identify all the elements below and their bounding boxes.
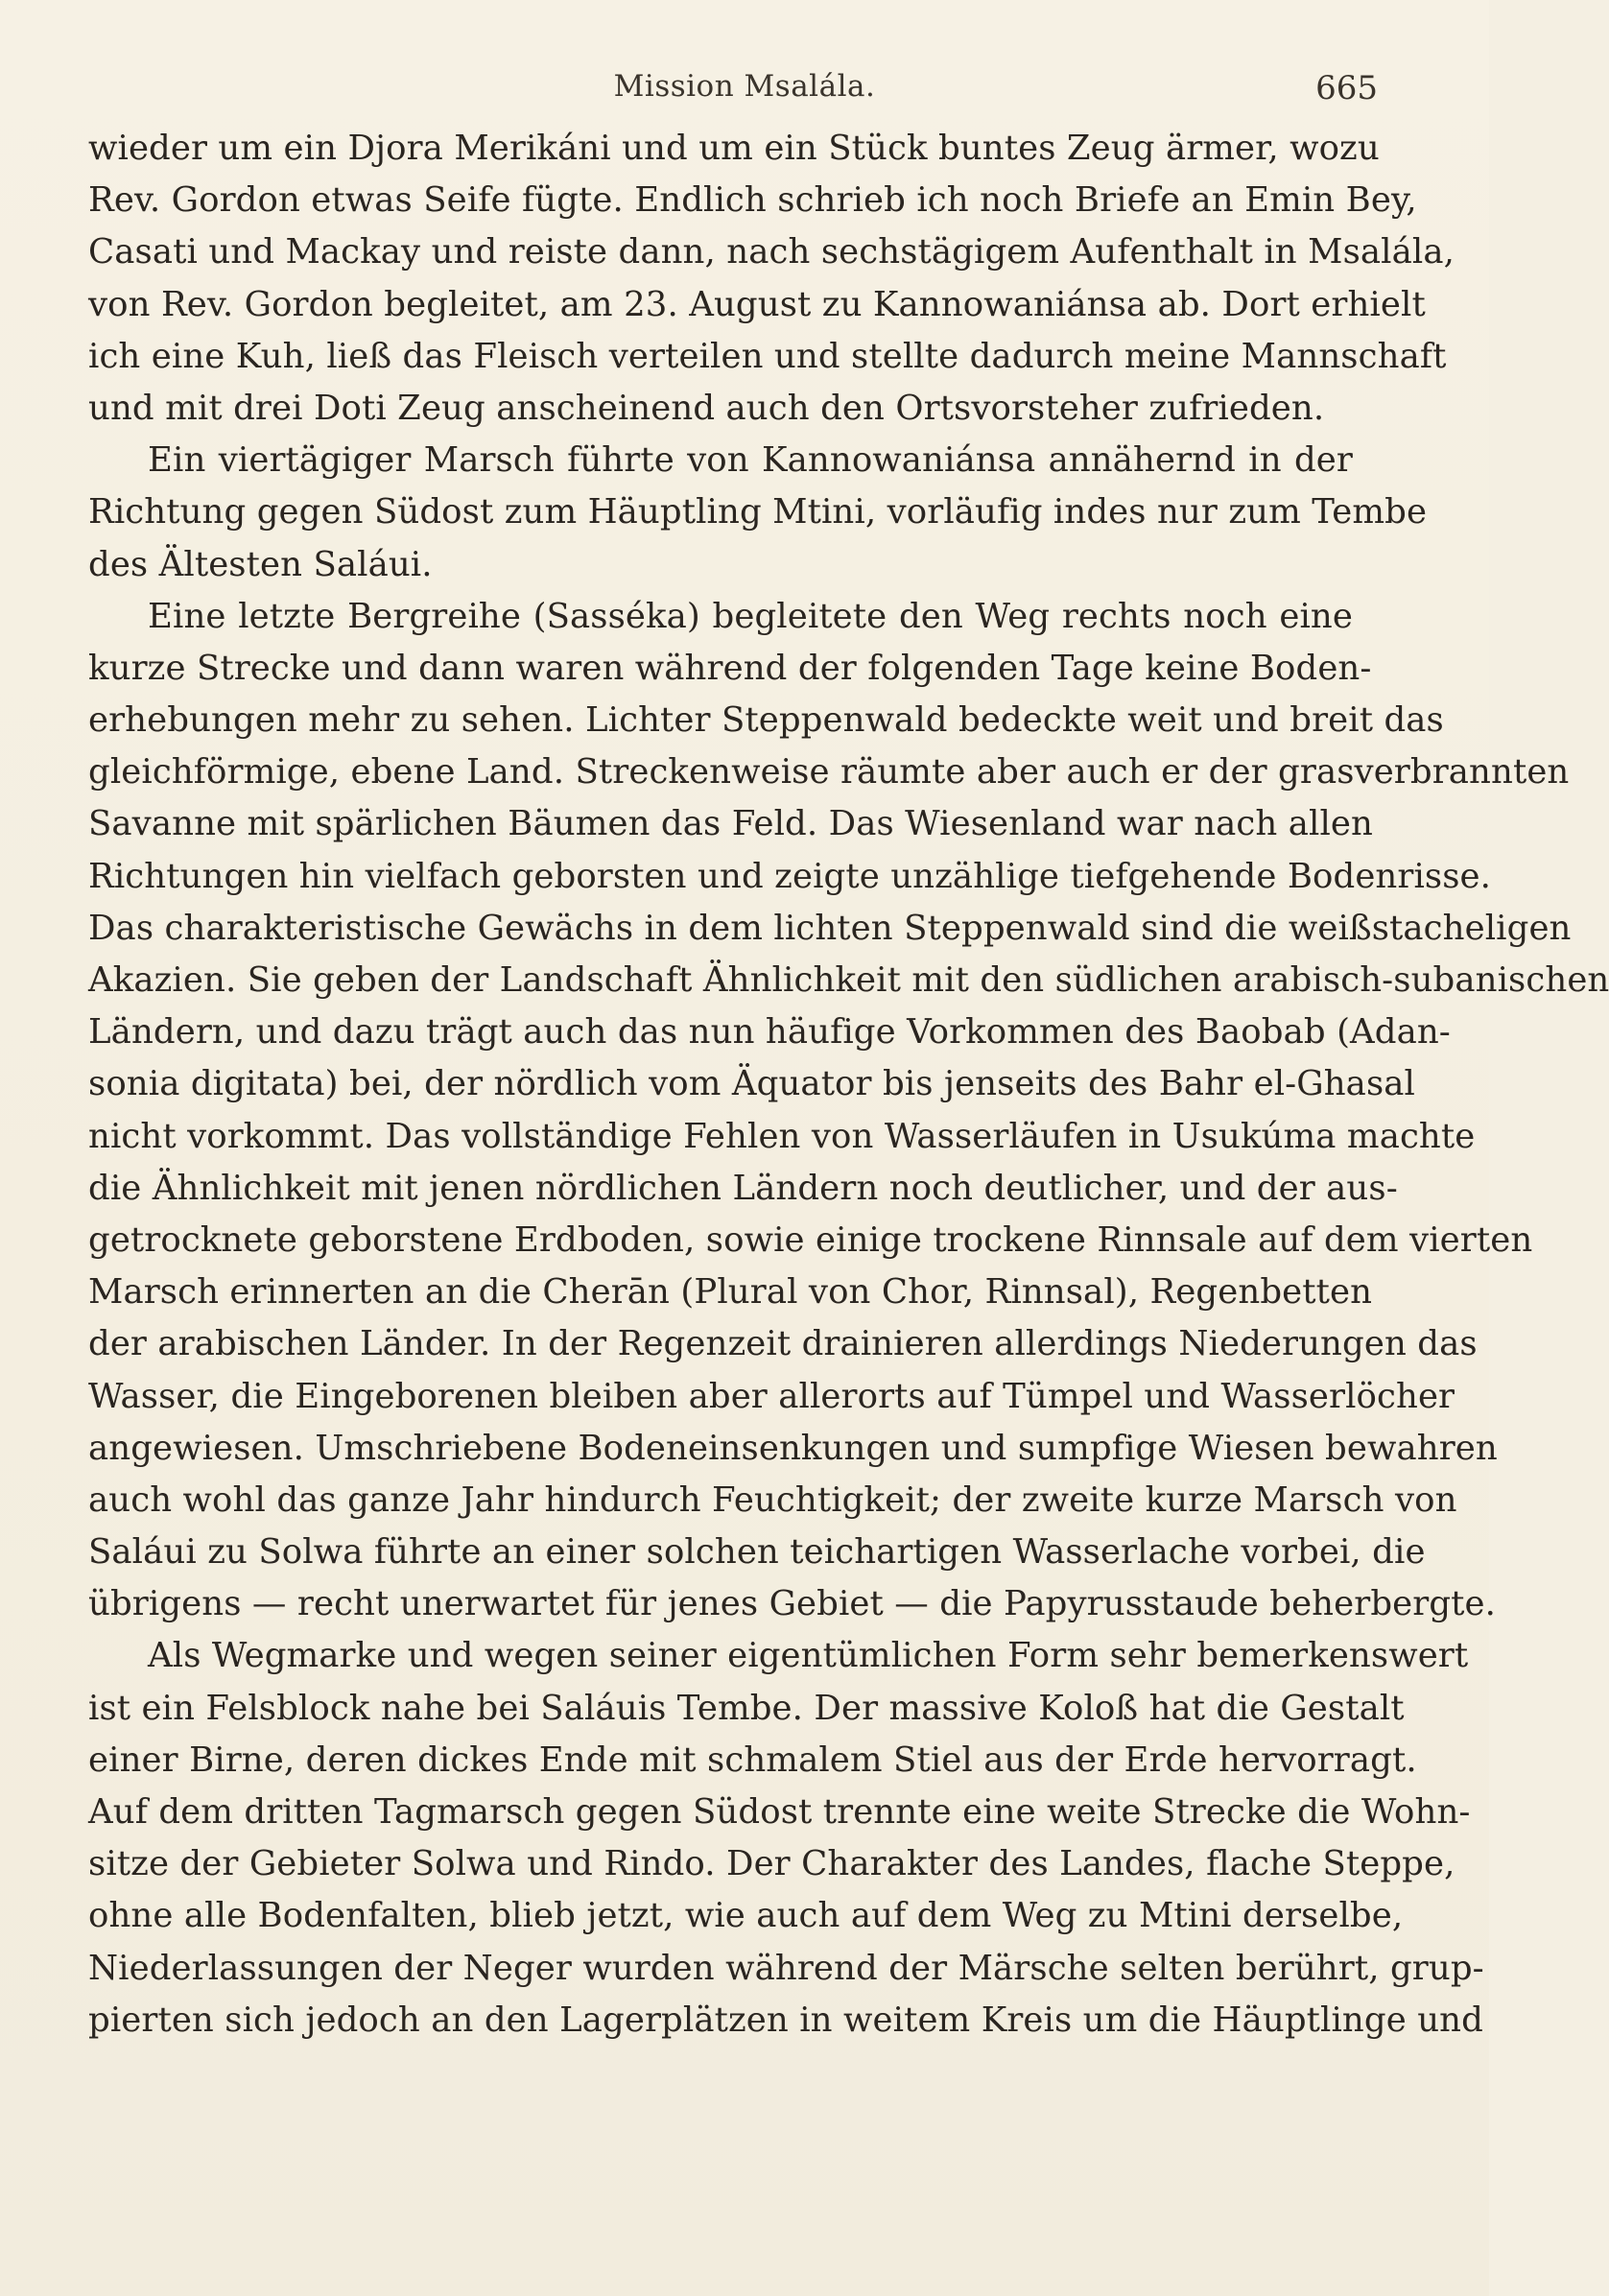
text-line: gleichförmige, ebene Land. Streckenweise räumte aber auch er der grasverbrannten bbox=[88, 752, 1570, 793]
text-line: Niederlassungen der Neger wurden während der Märsche selten berührt, grup- bbox=[88, 1948, 1484, 1988]
text-line: sonia digitata) bei, der nördlich vom Äquator bis jenseits des Bahr el-Ghasal bbox=[88, 1064, 1415, 1104]
text-line: Als Wegmarke und wegen seiner eigentümlichen Form sehr bemerkenswert bbox=[148, 1636, 1469, 1676]
text-line: wieder um ein Djora Merikáni und um ein Stück buntes Zeug ärmer, wozu bbox=[88, 129, 1380, 168]
text-line: Saláui zu Solwa führte an einer solchen teichartigen Wasserlache vorbei, die bbox=[88, 1532, 1426, 1573]
text-line: Eine letzte Bergreihe (Sasséka) begleitete den Weg rechts noch eine bbox=[148, 596, 1353, 636]
text-line: Savanne mit spärlichen Bäumen das Feld. Das Wiesenland war nach allen bbox=[88, 804, 1373, 844]
body-text bbox=[88, 123, 1609, 2047]
text-line: angewiesen. Umschriebene Bodeneinsenkungen und sumpfige Wiesen bewahren bbox=[88, 1428, 1498, 1468]
text-line: ist ein Felsblock nahe bei Saláuis Tembe. Der massive Koloß hat die Gestalt bbox=[88, 1688, 1405, 1728]
page-number: 665 bbox=[1315, 69, 1378, 107]
text-line: die Ähnlichkeit mit jenen nördlichen Ländern noch deutlicher, und der aus- bbox=[88, 1168, 1398, 1208]
text-line: Wasser, die Eingeborenen bleiben aber allerorts auf Tümpel und Wasserlöcher bbox=[88, 1376, 1455, 1416]
text-line: kurze Strecke und dann waren während der folgenden Tage keine Boden- bbox=[88, 648, 1372, 688]
text-line: und mit drei Doti Zeug anscheinend auch den Ortsvorsteher zufrieden. bbox=[88, 388, 1325, 428]
text-line: ohne alle Bodenfalten, blieb jetzt, wie auch auf dem Weg zu Mtini derselbe, bbox=[88, 1896, 1404, 1936]
running-head bbox=[0, 69, 1489, 117]
text-line: erhebungen mehr zu sehen. Lichter Steppenwald bedeckte weit und breit das bbox=[88, 700, 1444, 741]
text-line: Richtungen hin vielfach geborsten und zeigte unzählige tiefgehende Bodenrisse. bbox=[88, 856, 1492, 896]
text-line: auch wohl das ganze Jahr hindurch Feuchtigkeit; der zweite kurze Marsch von bbox=[88, 1479, 1457, 1520]
text-line: Ein viertägiger Marsch führte von Kannowaniánsa annähernd in der bbox=[148, 440, 1353, 481]
text-line: einer Birne, deren dickes Ende mit schmalem Stiel aus der Erde hervorragt. bbox=[88, 1740, 1417, 1780]
text-line: sitze der Gebieter Solwa und Rindo. Der Charakter des Landes, flache Steppe, bbox=[88, 1844, 1455, 1884]
text-line: ich eine Kuh, ließ das Fleisch verteilen und stellte dadurch meine Mannschaft bbox=[88, 336, 1447, 376]
text-line: Auf dem dritten Tagmarsch gegen Südost trennte eine weite Strecke die Wohn- bbox=[88, 1792, 1471, 1832]
text-line: nicht vorkommt. Das vollständige Fehlen von Wasserläufen in Usukúma machte bbox=[88, 1116, 1476, 1156]
text-line: Das charakteristische Gewächs in dem lichten Steppenwald sind die weißstacheligen bbox=[88, 908, 1572, 948]
running-title: Mission Msalála. bbox=[613, 69, 876, 104]
text-line: getrocknete geborstene Erdboden, sowie einige trockene Rinnsale auf dem vierten bbox=[88, 1219, 1533, 1260]
text-line: Rev. Gordon etwas Seife fügte. Endlich schrieb ich noch Briefe an Emin Bey, bbox=[88, 180, 1417, 221]
text-line: Marsch erinnerten an die Cherān (Plural von Chor, Rinnsal), Regenbetten bbox=[88, 1272, 1373, 1313]
text-line: Ländern, und dazu trägt auch das nun häufige Vorkommen des Baobab (Adan- bbox=[88, 1012, 1451, 1053]
text-line: der arabischen Länder. In der Regenzeit drainieren allerdings Niederungen das bbox=[88, 1324, 1478, 1364]
text-line: übrigens — recht unerwartet für jenes Gebiet — die Papyrusstaude beherbergte. bbox=[88, 1584, 1497, 1624]
text-line: des Ältesten Saláui. bbox=[88, 544, 433, 584]
text-line: Richtung gegen Südost zum Häuptling Mtini, vorläufig indes nur zum Tembe bbox=[88, 492, 1428, 533]
text-line: pierten sich jedoch an den Lagerplätzen in weitem Kreis um die Häuptlinge und bbox=[88, 2000, 1483, 2040]
text-line: Akazien. Sie geben der Landschaft Ähnlichkeit mit den südlichen arabisch-subanischen bbox=[88, 960, 1609, 1000]
text-line: Casati und Mackay und reiste dann, nach sechstägigem Aufenthalt in Msalála, bbox=[88, 232, 1455, 272]
text-line: von Rev. Gordon begleitet, am 23. August zu Kannowaniánsa ab. Dort erhielt bbox=[88, 284, 1426, 324]
